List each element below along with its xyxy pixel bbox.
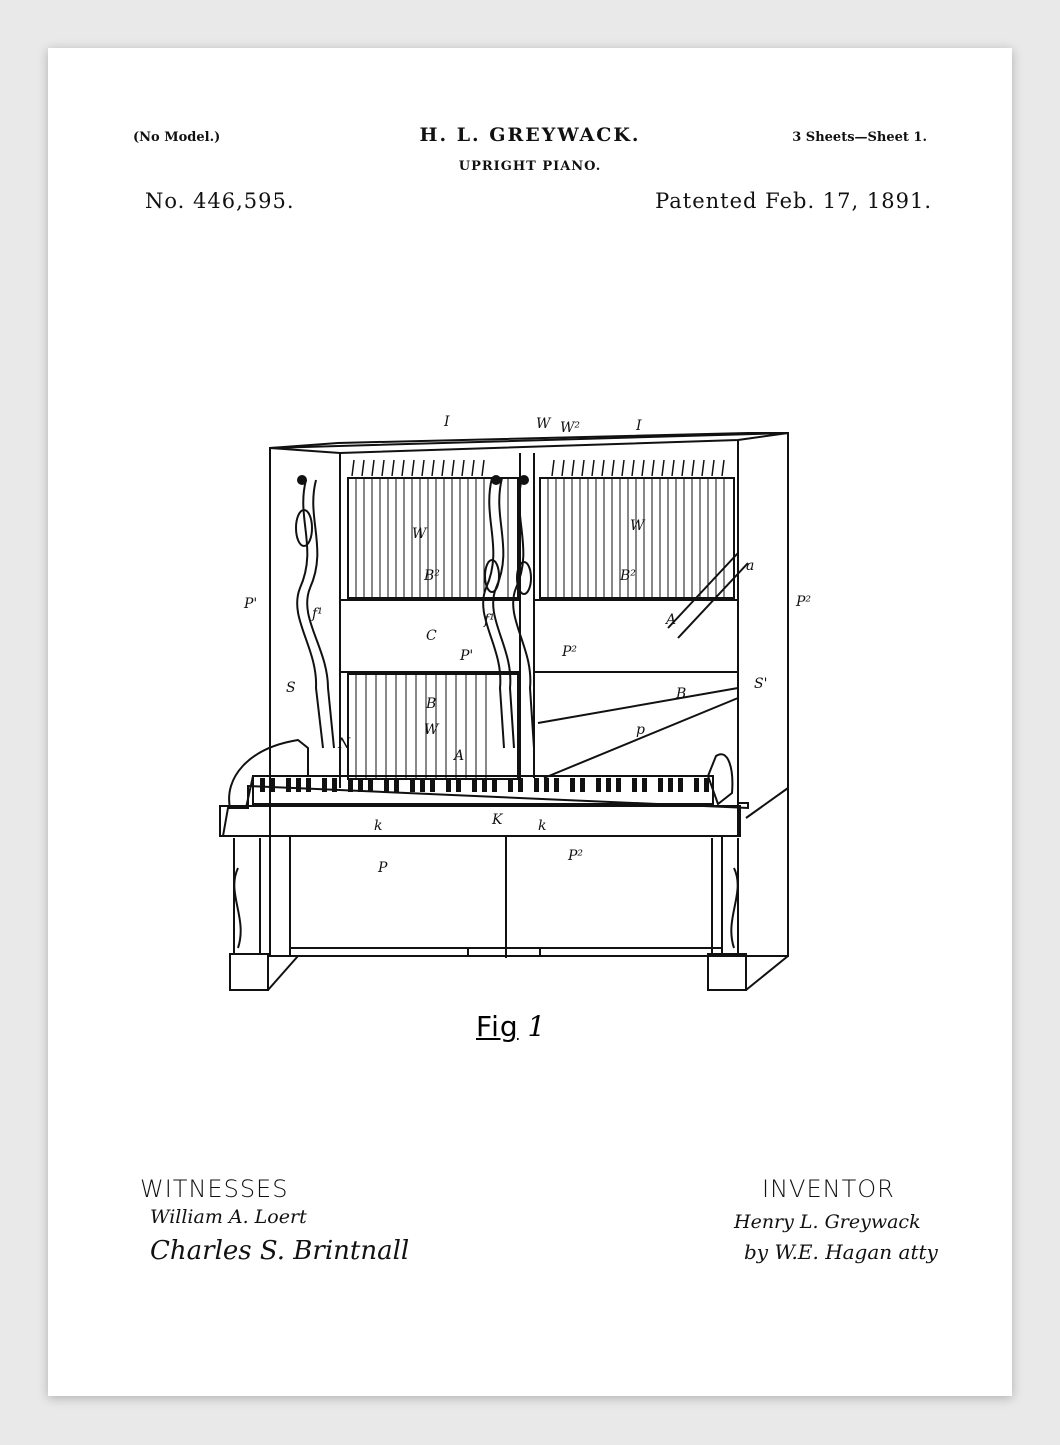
figure-caption [476,1010,545,1043]
no-model-label: (No Model.) [133,130,221,145]
label-f1-mid: f¹ [484,612,495,628]
inventor-signature: Henry L. Greywack [734,1211,921,1233]
label-w-lower: W [424,722,439,738]
label-p: P [378,860,388,876]
label-a-right: A [666,612,677,628]
label-a: a [746,558,755,574]
label-w-right: W [630,518,645,534]
patent-date: Patented Feb. 17, 1891. [655,189,932,213]
label-s-left: S [286,680,296,696]
label-p1-side: P' [244,596,258,612]
label-i-left: I [444,414,450,430]
label-s-right: S' [754,676,768,692]
patent-sheet [48,48,1012,1396]
label-i-right: I [636,418,642,434]
sheet-count: 3 Sheets—Sheet 1. [792,130,927,145]
label-k: K [492,812,503,828]
patent-number: No. 446,595. [145,189,295,213]
label-b-right: B [676,686,687,702]
witness-signature-2: Charles S. Brintnall [150,1236,410,1266]
label-w2-top: W² [560,420,581,436]
label-w-top: W [536,416,551,432]
label-f1-left: f¹ [312,606,323,622]
label-k-right: k [538,818,547,834]
label-a-lower: A [454,748,465,764]
label-p1-center: P' [460,648,474,664]
label-n: N [338,736,351,752]
label-w-left: W [412,526,427,542]
inventor-name: H. L. GREYWACK. [419,124,641,146]
witness-signature-1: William A. Loert [150,1206,307,1228]
label-b2-right: B² [620,568,636,584]
figure-number: 1 [527,1010,546,1043]
label-p2-side: P² [796,594,812,610]
label-k-left: k [374,818,383,834]
label-p2-lower: P² [568,848,584,864]
label-b-lower: B [426,696,437,712]
label-p2-center: P² [562,644,578,660]
figure-prefix: Fig [476,1010,519,1043]
witnesses-heading: WITNESSES [140,1175,289,1203]
invention-title: UPRIGHT PIANO. [458,159,602,174]
label-c: C [426,628,437,644]
inventor-heading: INVENTOR [762,1175,895,1203]
label-b2-left: B² [424,568,440,584]
attorney-signature: by W.E. Hagan atty [744,1240,938,1264]
label-p: p [636,722,645,738]
